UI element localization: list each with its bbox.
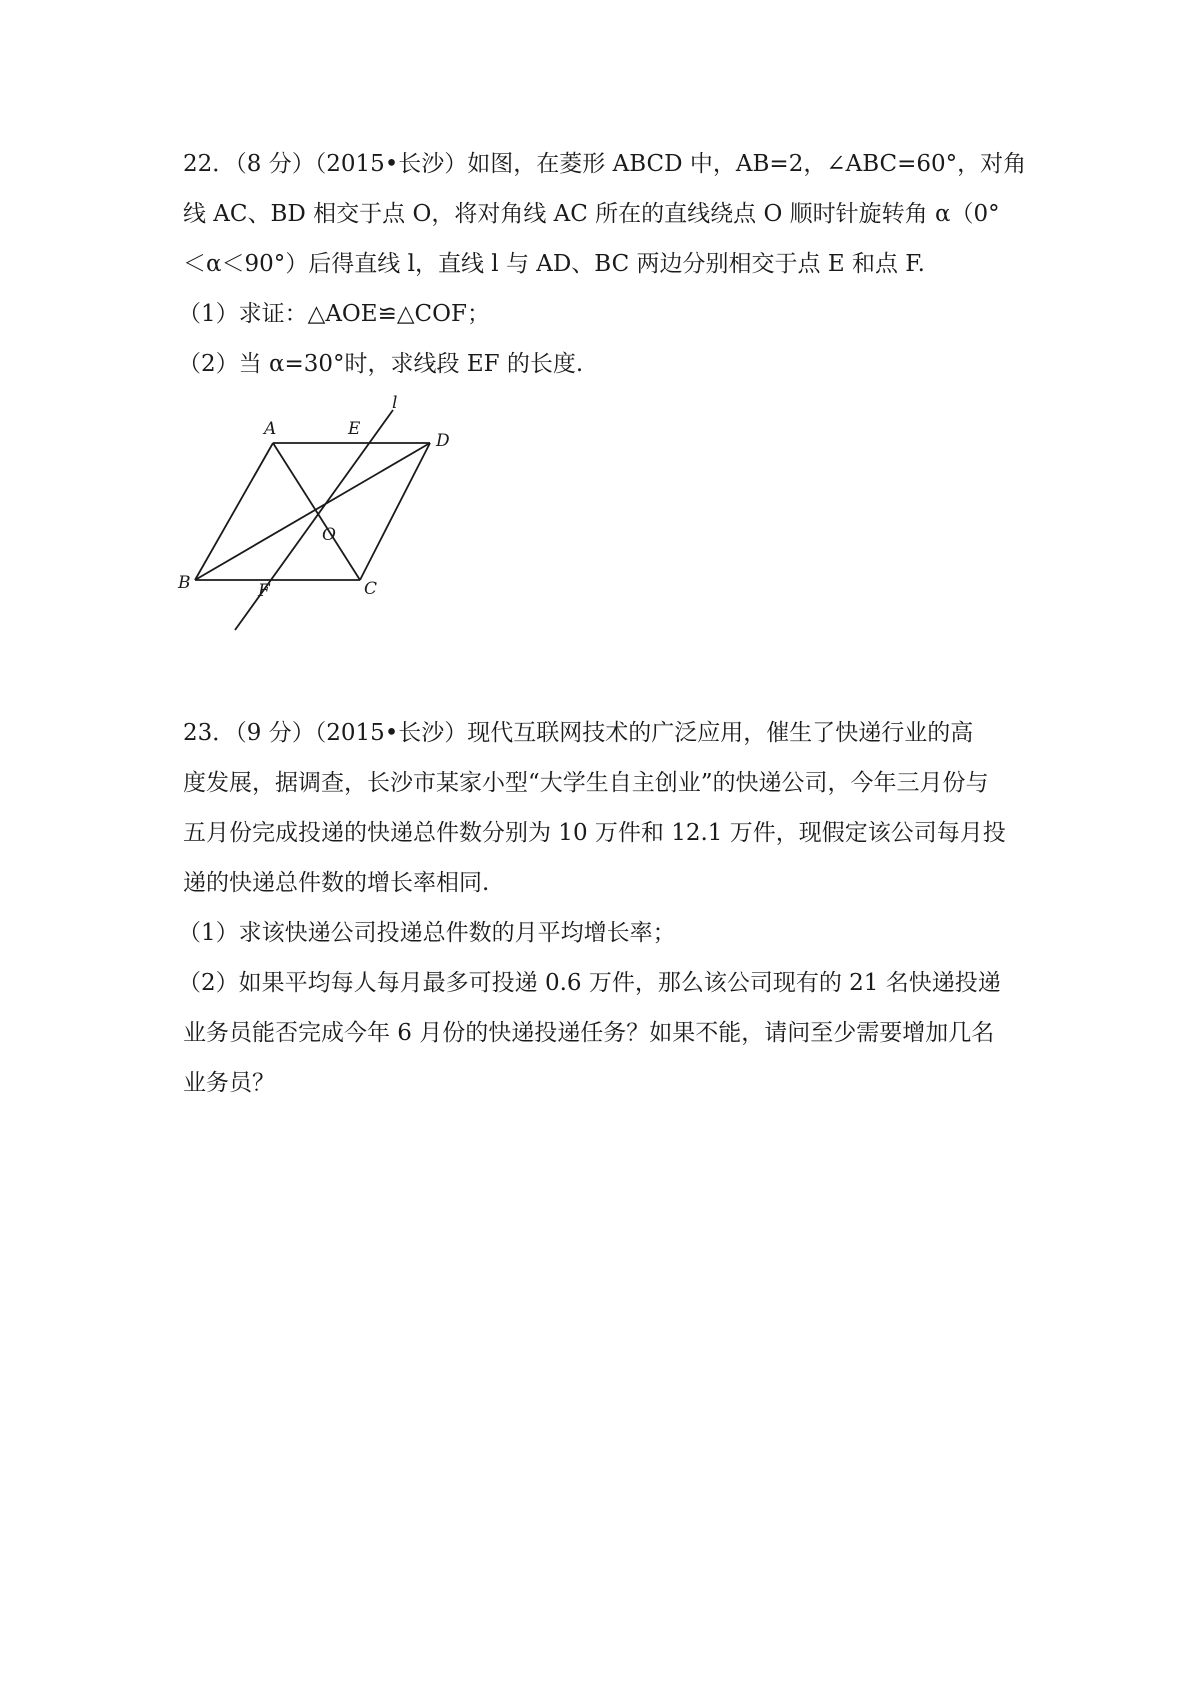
q23-part-2-line-2: 业务员能否完成今年 6 月份的快递投递任务？如果不能，请问至少需要增加几名 <box>183 1020 995 1046</box>
label-l: l <box>392 393 398 413</box>
label-f: F <box>258 581 270 601</box>
label-a: A <box>264 419 277 439</box>
q23-line-3: 五月份完成投递的快递总件数分别为 10 万件和 12.1 万件，现假定该公司每月投 <box>183 820 1006 846</box>
label-c: C <box>364 579 378 599</box>
rhombus-figure <box>178 393 470 640</box>
q23-part-1: （1）求该快递公司投递总件数的月平均增长率； <box>178 920 676 946</box>
label-d: D <box>436 431 450 451</box>
label-b: B <box>178 573 191 593</box>
q23-part-2-line-1: （2）如果平均每人每月最多可投递 0.6 万件，那么该公司现有的 21 名快递投递 <box>178 970 1001 996</box>
q23-line-1: 23．（9 分）（2015•长沙）现代互联网技术的广泛应用，催生了快递行业的高 <box>183 720 974 746</box>
q22-line-1: 22．（8 分）（2015•长沙）如图，在菱形 ABCD 中，AB=2，∠ABC=60°，对角 <box>183 151 1027 177</box>
q22-line-2: 线 AC、BD 相交于点 O，将对角线 AC 所在的直线绕点 O 顺时针旋转角 α（0° <box>183 201 1000 227</box>
side-ab <box>195 443 273 580</box>
q23-part-2-line-3: 业务员？ <box>183 1070 275 1096</box>
q22-line-3: ＜α＜90°）后得直线 l，直线 l 与 AD、BC 两边分别相交于点 E 和点 F. <box>183 251 925 277</box>
q22-part-1: （1）求证：△AOE≌△COF； <box>178 301 490 327</box>
q23-line-4: 递的快递总件数的增长率相同. <box>183 870 490 896</box>
q23-line-2: 度发展，据调查，长沙市某家小型“大学生自主创业”的快递公司，今年三月份与 <box>183 770 989 796</box>
q22-part-2: （2）当 α=30°时，求线段 EF 的长度. <box>178 351 584 377</box>
label-o: O <box>322 525 336 545</box>
label-e: E <box>348 419 361 439</box>
